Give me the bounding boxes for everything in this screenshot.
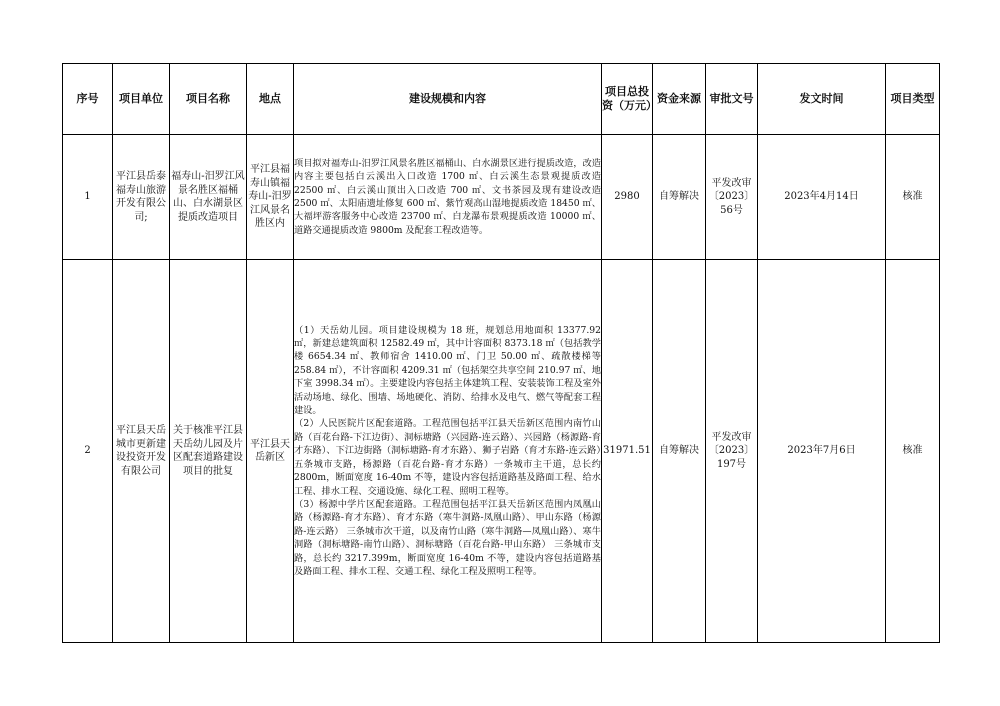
header-row — [63, 64, 940, 135]
header-name: 项目名称 — [170, 64, 247, 135]
header-unit: 项目单位 — [113, 64, 170, 135]
project-approval-table — [62, 63, 940, 643]
cell-approval: 平发改审〔2023〕197号 — [706, 260, 758, 643]
cell-investment: 31971.51 — [602, 260, 653, 643]
content-paragraph-3: （3）杨源中学片区配套道路。工程范围包括平江县天岳新区范围内凤凰山路（杨源路-育才东路）、育才东路（寒牛洞路-凤凰山路）、甲山东路（杨源路-连云路） 三条城市次干道，以及南竹山路（寒牛洞路—凤凰山路）、寒牛洞路（洞标塘路-南竹山路）、洞标塘路（百花台路-甲山东路） 三条城市支路，总长约 3217.399m，断面宽度 16-40m 不等，建设内容包括道路基及路面工程、排水工程、交通工程、绿化工程及照明工程等。 — [294, 498, 601, 577]
cell-date: 2023年7月6日 — [758, 260, 886, 643]
cell-approval: 平发改审〔2023〕56号 — [706, 135, 758, 260]
cell-funding: 自筹解决 — [653, 260, 706, 643]
table-row — [63, 135, 940, 260]
cell-content — [294, 260, 602, 643]
header-funding: 资金来源 — [653, 64, 706, 135]
header-type: 项目类型 — [886, 64, 940, 135]
cell-content: 项目拟对福寿山-汨罗江风景名胜区福桶山、白水湖景区进行提质改造，改造内容主要包括白云溪出入口改造 1700 ㎡、白云溪生态景观提质改造 22500 ㎡、白云溪山顶出入口改造 700 ㎡、文书茶园及现有建设改造 2500 ㎡、太阳庙遗址修复 600 ㎡、紫竹观高山湿地提质改造 18450 ㎡、大福坪游客服务中心改造 23700 ㎡、白龙瀑布景观提质改造 10000 ㎡、道路交通提质改造 9800m 及配套工程改造等。 — [294, 135, 602, 260]
header-date: 发文时间 — [758, 64, 886, 135]
content-paragraph-2: （2）人民医院片区配套道路。工程范围包括平江县天岳新区范围内南竹山路（百花台路-下江边街）、洞标塘路（兴园路-连云路）、兴园路（杨源路-育才东路）、下江边街路（洞标塘路-育才东路）、狮子岩路（育才东路-连云路）五条城市支路，杨源路（百花台路-育才东路）一条城市主干道，总长约 2800m，断面宽度 16-40m 不等，建设内容包括道路基及路面工程、给水工程、排水工程、交通设施、绿化工程、照明工程等。 — [294, 418, 601, 497]
cell-date: 2023年4月14日 — [758, 135, 886, 260]
header-location: 地点 — [247, 64, 294, 135]
cell-funding: 自筹解决 — [653, 135, 706, 260]
cell-seq: 1 — [63, 135, 113, 260]
cell-type: 核准 — [886, 260, 940, 643]
cell-seq: 2 — [63, 260, 113, 643]
cell-type: 核准 — [886, 135, 940, 260]
cell-location: 平江县天岳新区 — [247, 260, 294, 643]
cell-name: 关于核准平江县天岳幼儿园及片区配套道路建设项目的批复 — [170, 260, 247, 643]
cell-name: 福寿山-汨罗江风景名胜区福桶山、白水湖景区提质改造项目 — [170, 135, 247, 260]
header-investment: 项目总投资（万元） — [602, 64, 653, 135]
cell-unit: 平江县岳泰福寿山旅游开发有限公司; — [113, 135, 170, 260]
content-paragraph-1: （1）天岳幼儿园。项目建设规模为 18 班，规划总用地面积 13377.92 ㎡，新建总建筑面积 12582.49 ㎡，其中计容面积 8373.18 ㎡（包括教学楼 6654.34 ㎡、教师宿舍 1410.00 ㎡、门卫 50.00 ㎡、疏散楼梯等 258.84 ㎡），不计容面积 4209.31 ㎡（包括架空共享空间 210.97 ㎡、地下室 3998.34 ㎡）。主要建设内容包括主体建筑工程、安装装饰工程及室外活动场地、绿化、围墙、场地硬化、消防、给排水及电气、燃气等配套工程建设。 — [294, 324, 601, 417]
cell-investment: 2980 — [602, 135, 653, 260]
header-seq: 序号 — [63, 64, 113, 135]
header-content: 建设规模和内容 — [294, 64, 602, 135]
table-row — [63, 260, 940, 643]
cell-unit: 平江县天岳城市更新建设投资开发有限公司 — [113, 260, 170, 643]
header-approval: 审批文号 — [706, 64, 758, 135]
cell-location: 平江县福寿山镇福寿山-汨罗江风景名胜区内 — [247, 135, 294, 260]
